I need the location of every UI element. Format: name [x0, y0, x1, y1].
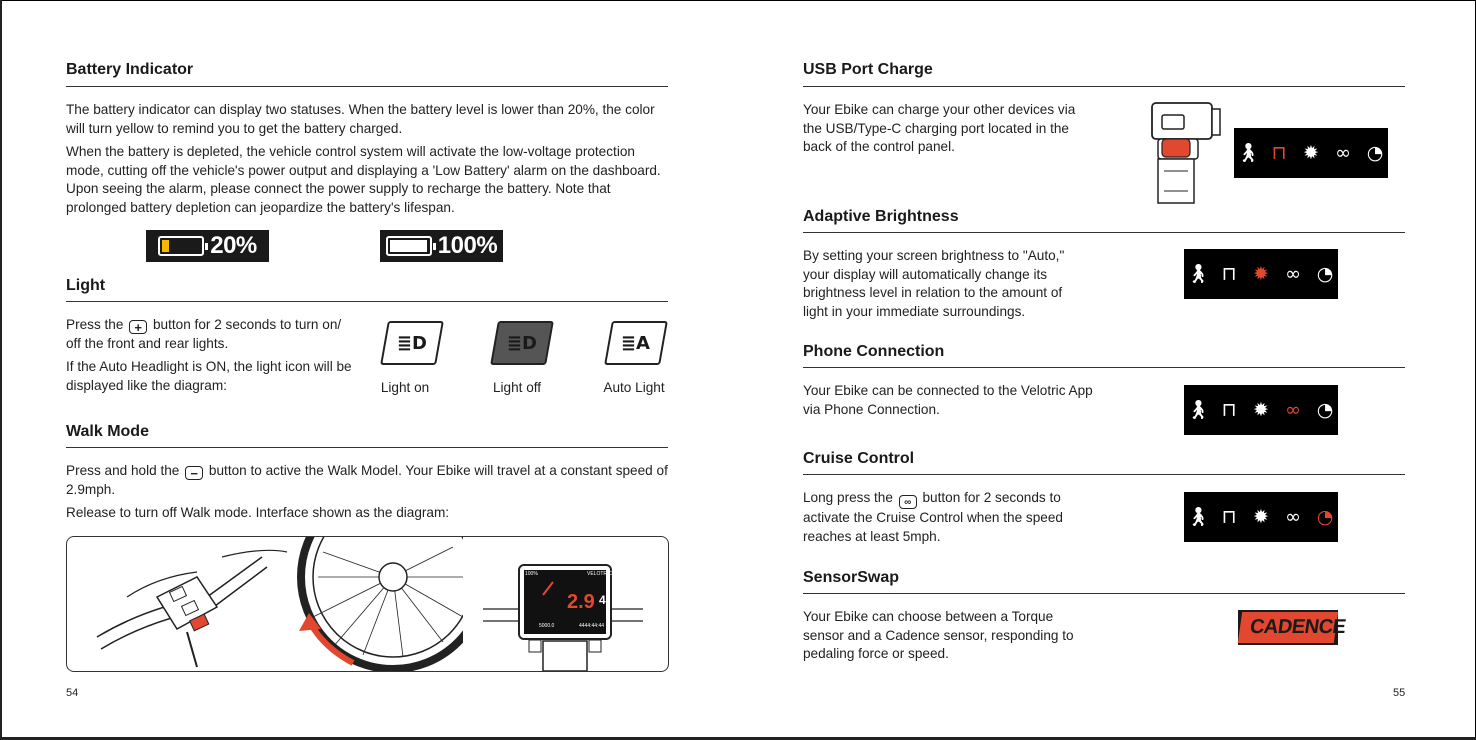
walk-mode-heading: Walk Mode — [66, 423, 149, 440]
battery-full-fill — [390, 240, 427, 252]
cadence-badge — [1238, 610, 1348, 645]
section-divider — [66, 86, 668, 87]
battery-description — [66, 101, 670, 222]
minus-button-icon: − — [185, 466, 203, 480]
headlight-on-icon — [380, 321, 444, 365]
walk-description — [66, 462, 672, 528]
dashboard-strip-phone — [1184, 385, 1338, 435]
display-trip-time: 4444:44:44 — [579, 623, 605, 629]
dashboard-strip-usb — [1234, 128, 1388, 178]
headlight-off-icon — [490, 321, 554, 365]
cruise-icon: ◔ — [1316, 398, 1334, 421]
cadence-badge-label: CADENCE — [1238, 612, 1338, 643]
section-divider — [803, 593, 1405, 594]
headlight-off-glyph: ≣D — [506, 332, 538, 354]
battery-low-badge — [146, 230, 269, 262]
plus-button-icon: + — [129, 320, 147, 334]
cruise-text-start: Long press the — [803, 490, 893, 505]
walk-display-illustration — [483, 537, 643, 671]
phone-connection-heading: Phone Connection — [803, 343, 945, 360]
battery-full-label: 100% — [437, 232, 498, 259]
sensor-description: Your Ebike can choose between a Torque sensor and a Cadence sensor, responding to pedaling force or speed. — [803, 609, 1074, 661]
section-divider — [66, 447, 668, 448]
display-brand: VELOTRIC — [587, 571, 613, 577]
walk-paragraph-2: Release to turn off Walk mode. Interface shown as the diagram: — [66, 505, 450, 520]
sensorswap-heading: SensorSwap — [803, 569, 900, 586]
cruise-icon: ◔ — [1366, 141, 1384, 164]
display-gear: 4 — [599, 593, 606, 607]
walk-mode-diagram — [66, 536, 669, 672]
battery-low-fill — [162, 240, 169, 252]
brightness-icon: ✹ — [1253, 398, 1269, 421]
walk-icon: 🚶︎ — [1186, 262, 1211, 285]
adaptive-brightness-heading: Adaptive Brightness — [803, 208, 959, 225]
page-number-right: 55 — [1393, 687, 1406, 699]
light-text-start: Press the — [66, 317, 124, 332]
rear-wheel-illustration — [293, 537, 463, 671]
battery-paragraph-2: When the battery is depleted, the vehicle control system will activate the low-voltage protection mode, cutting off the vehicle's power output and displaying a 'Low Battery' alarm on the dashboard. Upon seeing the alarm, please connect the power supply to recharge the battery. Note that prolonged battery depletion can jeopardize the battery's lifespan. — [66, 144, 661, 215]
usb-icon: ⊓ — [1221, 398, 1237, 421]
light-text-end: button for 2 seconds to turn on/ off the front and rear lights. — [66, 317, 342, 351]
light-paragraph-1 — [66, 316, 356, 353]
phone-link-icon: ∞ — [1335, 141, 1351, 164]
cruise-icon: ◔ — [1316, 262, 1334, 285]
brightness-icon: ✹ — [1253, 262, 1269, 285]
page-number-left: 54 — [66, 687, 79, 699]
section-divider — [803, 474, 1405, 475]
section-divider — [803, 232, 1405, 233]
walk-paragraph-1 — [66, 462, 672, 499]
section-divider — [803, 86, 1405, 87]
brightness-icon: ✹ — [1253, 505, 1269, 528]
usb-icon: ⊓ — [1221, 262, 1237, 285]
phone-link-icon: ∞ — [1285, 505, 1301, 528]
usb-icon: ⊓ — [1271, 141, 1287, 164]
usb-icon: ⊓ — [1221, 505, 1237, 528]
cruise-text-end: button for 2 seconds to activate the Cruise Control when the speed reaches at least 5mph. — [803, 490, 1063, 544]
control-panel-usb-illustration — [1148, 99, 1224, 207]
walk-icon: 🚶︎ — [1236, 141, 1261, 164]
section-divider — [803, 367, 1405, 368]
cruise-description — [803, 489, 1093, 546]
phone-link-icon: ∞ — [1285, 398, 1301, 421]
handlebar-controller-illustration — [87, 537, 287, 671]
display-speed: 2.9 — [567, 591, 595, 613]
walk-text-start: Press and hold the — [66, 463, 180, 478]
walk-icon: 🚶︎ — [1186, 505, 1211, 528]
dashboard-strip-brightness — [1184, 249, 1338, 299]
walk-text-end: button to active the Walk Model. Your Ebike will travel at a constant speed of 2.9mph. — [66, 463, 668, 497]
cruise-button-icon: ∞ — [899, 495, 917, 509]
battery-indicator-heading: Battery Indicator — [66, 61, 194, 78]
brightness-icon: ✹ — [1303, 141, 1319, 164]
brightness-description: By setting your screen brightness to "Auto," your display will automatically change its brightness level in relation to the amount of light in your immediate surroundings. — [803, 248, 1065, 319]
usb-description: Your Ebike can charge your other devices via the USB/Type-C charging port located in the back of the control panel. — [803, 102, 1076, 154]
battery-low-icon — [158, 236, 204, 256]
auto-light-glyph: ≣A — [621, 332, 651, 354]
headlight-on-glyph: ≣D — [396, 332, 428, 354]
battery-low-label: 20% — [210, 232, 257, 259]
phone-description: Your Ebike can be connected to the Velotric App via Phone Connection. — [803, 383, 1093, 417]
dashboard-strip-cruise — [1184, 492, 1338, 542]
light-heading: Light — [66, 277, 106, 294]
page-edge — [0, 0, 2, 740]
cruise-control-heading: Cruise Control — [803, 450, 915, 467]
light-off-caption: Light off — [492, 380, 542, 395]
light-description — [66, 316, 356, 400]
usb-charge-heading: USB Port Charge — [803, 61, 933, 78]
battery-paragraph-1: The battery indicator can display two statuses. When the battery level is lower than 20%, the color will turn yellow to remind you to get the battery charged. — [66, 102, 655, 136]
light-paragraph-2: If the Auto Headlight is ON, the light icon will be displayed like the diagram: — [66, 359, 352, 393]
battery-full-icon — [386, 236, 432, 256]
phone-link-icon: ∞ — [1285, 262, 1301, 285]
display-odometer: 5000.0 — [539, 623, 555, 629]
display-battery-pct: 100% — [525, 571, 538, 577]
light-on-caption: Light on — [380, 380, 430, 395]
auto-light-caption: Auto Light — [603, 380, 665, 395]
cruise-icon: ◔ — [1316, 505, 1334, 528]
auto-light-icon — [604, 321, 668, 365]
section-divider — [66, 301, 668, 302]
walk-icon: 🚶︎ — [1186, 398, 1211, 421]
battery-full-badge — [380, 230, 503, 262]
